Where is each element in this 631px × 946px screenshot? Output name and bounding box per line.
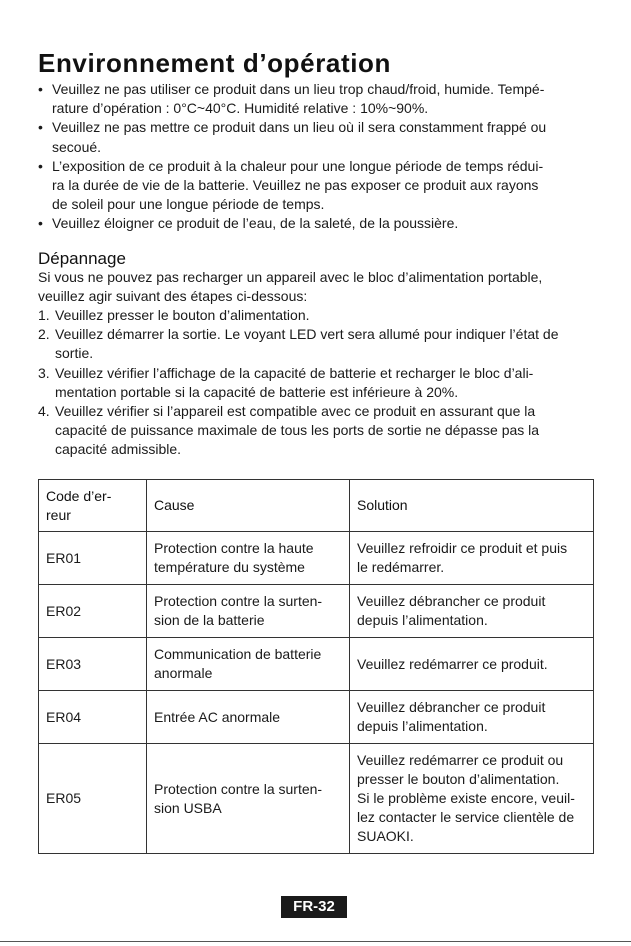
line: Protection contre la haute xyxy=(154,540,314,556)
header-solution xyxy=(350,480,594,532)
step-number: 2. xyxy=(38,326,50,343)
line: mentation portable si la capacité de batterie est inférieure à 20%. xyxy=(55,383,459,400)
line: Veuillez presser le bouton d’alimentation. xyxy=(55,307,310,323)
line: Veuillez éloigner ce produit de l’eau, de la saleté, de la poussière. xyxy=(52,215,459,232)
environment-item xyxy=(38,157,598,215)
line: presser le bouton d’alimentation. xyxy=(357,771,560,787)
line: Communication de batterie xyxy=(154,646,322,662)
line: Veuillez vérifier si l’appareil est compatible avec ce produit en assurant que la xyxy=(55,403,536,420)
line: sion de la batterie xyxy=(154,612,265,628)
line: L’exposition de ce produit à la chaleur pour une longue période de temps rédui- xyxy=(52,157,544,174)
error-cause xyxy=(147,744,350,854)
line: depuis l’alimentation. xyxy=(357,612,488,628)
table-row xyxy=(39,691,594,744)
line: Entrée AC anormale xyxy=(154,708,281,725)
table-header-row xyxy=(39,480,594,532)
error-cause xyxy=(147,532,350,585)
line: depuis l’alimentation. xyxy=(357,718,488,734)
troubleshooting-intro xyxy=(38,268,598,306)
step-number: 4. xyxy=(38,403,50,420)
line: Cause xyxy=(154,497,195,513)
troubleshooting-title: Dépannage xyxy=(38,249,126,268)
step-number: 3. xyxy=(38,364,50,381)
error-solution xyxy=(350,638,594,691)
environment-list xyxy=(38,80,598,234)
error-code: ER02 xyxy=(39,585,147,638)
line: rature d’opération : 0°C~40°C. Humidité relative : 10%~90%. xyxy=(52,100,429,117)
line: capacité admissible. xyxy=(55,441,182,458)
table-row xyxy=(39,585,594,638)
step-number: 1. xyxy=(38,307,50,323)
line: Veuillez ne pas utiliser ce produit dans un lieu trop chaud/froid, humide. Tempé- xyxy=(52,81,545,97)
line: Veuillez redémarrer ce produit. xyxy=(357,655,548,672)
line: température du système xyxy=(154,559,305,575)
line: Protection contre la surten- xyxy=(154,593,323,609)
table-row xyxy=(39,532,594,585)
environment-item xyxy=(38,80,598,118)
line: ra la durée de vie de la batterie. Veuillez ne pas exposer ce produit aux rayons xyxy=(52,177,539,194)
line: Si vous ne pouvez pas recharger un appareil avec le bloc d’alimentation portable, xyxy=(38,269,543,285)
error-code-table xyxy=(38,479,594,854)
header-cause xyxy=(147,480,350,532)
error-solution xyxy=(350,744,594,854)
header-code xyxy=(39,480,147,532)
line: Protection contre la surten- xyxy=(154,780,323,797)
line: Si le problème existe encore, veuil- xyxy=(357,790,575,806)
page-bottom-divider xyxy=(0,941,631,942)
line: de soleil pour une longue période de temps. xyxy=(52,196,325,213)
line: Veuillez ne pas mettre ce produit dans un lieu où il sera constamment frappé ou xyxy=(52,119,547,136)
line: SUAOKI. xyxy=(357,828,414,844)
error-code: ER03 xyxy=(39,638,147,691)
line: secoué. xyxy=(52,138,102,155)
table-row xyxy=(39,638,594,691)
line: Veuillez refroidir ce produit et puis xyxy=(357,540,568,556)
line: sortie. xyxy=(55,345,94,362)
line: Veuillez démarrer la sortie. Le voyant LED vert sera allumé pour indiquer l’état de xyxy=(55,326,559,343)
error-code: ER05 xyxy=(39,744,147,854)
error-cause xyxy=(147,585,350,638)
line: reur xyxy=(46,506,71,523)
error-solution xyxy=(350,532,594,585)
error-code: ER01 xyxy=(39,532,147,585)
line: le redémarrer. xyxy=(357,559,445,575)
troubleshooting-steps xyxy=(38,306,598,460)
table-row xyxy=(39,744,594,854)
line: Veuillez débrancher ce produit xyxy=(357,593,546,609)
line: Solution xyxy=(357,497,408,513)
line: Veuillez vérifier l’affichage de la capacité de batterie et recharger le bloc d’ali- xyxy=(55,364,534,381)
line: anormale xyxy=(154,665,213,681)
line: lez contacter le service clientèle de xyxy=(357,809,575,825)
error-solution xyxy=(350,691,594,744)
error-code: ER04 xyxy=(39,691,147,744)
page-number: FR-32 xyxy=(281,896,347,918)
environment-title: Environnement d’opération xyxy=(38,48,392,78)
error-cause xyxy=(147,691,350,744)
environment-item xyxy=(38,214,598,233)
error-solution xyxy=(350,585,594,638)
line: sion USBA xyxy=(154,799,222,816)
line: capacité de puissance maximale de tous les ports de sortie ne dépasse pas la xyxy=(55,422,540,439)
line: veuillez agir suivant des étapes ci-dessous: xyxy=(38,288,308,305)
step-item xyxy=(38,325,598,363)
line: Veuillez redémarrer ce produit ou xyxy=(357,752,564,768)
error-cause xyxy=(147,638,350,691)
step-item xyxy=(38,364,598,402)
line: Code d’er- xyxy=(46,487,112,504)
step-item xyxy=(38,306,598,325)
step-item xyxy=(38,402,598,460)
environment-item xyxy=(38,118,598,156)
line: Veuillez débrancher ce produit xyxy=(357,699,546,715)
